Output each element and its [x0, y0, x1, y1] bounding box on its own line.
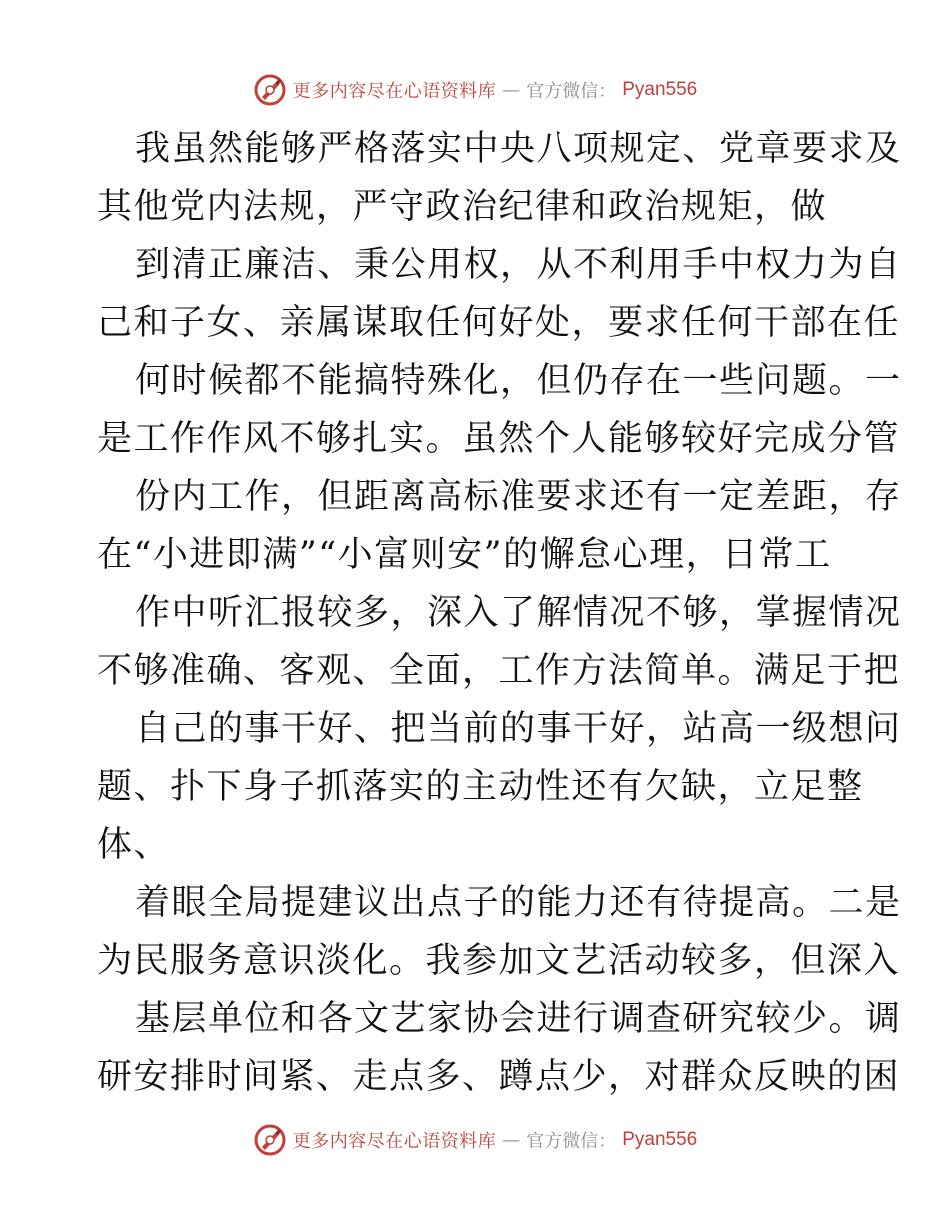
watermark-official-label: 官方微信： [526, 81, 617, 102]
text-line: 题、扑下身子抓落实的主动性还有欠缺，立足整 [97, 767, 864, 807]
text-line: 己和子女、亲属谋取任何好处，要求任何干部在任 [97, 303, 901, 343]
text-line: 到清正廉洁、秉公用权，从不利用手中权力为自 [135, 245, 902, 285]
text-line: 基层单位和各文艺家协会进行调查研究较少。调 [135, 999, 902, 1039]
text-line: 不够准确、客观、全面，工作方法简单。满足于把 [97, 651, 901, 691]
text-line: 在“小进即满”“小富则安”的懈怠心理，日常工 [97, 535, 832, 575]
document-body [97, 120, 902, 1106]
footer-watermark [0, 1120, 950, 1160]
header-watermark [0, 70, 950, 110]
text-line: 研安排时间紧、走点多、蹲点少，对群众反映的困 [97, 1057, 901, 1097]
watermark-wechat-id: Pyan556 [622, 79, 698, 100]
text-line: 其他党内法规，严守政治纪律和政治规矩，做 [97, 187, 828, 227]
watermark-separator: — [502, 79, 521, 101]
text-line: 我虽然能够严格落实中央八项规定、党章要求及 [135, 129, 902, 169]
text-line: 何时候都不能搞特殊化，但仍存在一些问题。一 [135, 361, 902, 401]
text-line: 份内工作，但距离高标准要求还有一定差距，存 [135, 477, 902, 517]
text-line: 为民服务意识淡化。我参加文艺活动较多，但深入 [97, 941, 901, 981]
watermark-wechat-id: Pyan556 [622, 1129, 698, 1150]
watermark-official-label: 官方微信： [526, 1131, 617, 1152]
text-line: 自己的事干好、把当前的事干好，站高一级想问 [135, 709, 902, 749]
brand-logo-icon [253, 1123, 287, 1157]
text-line: 着眼全局提建议出点子的能力还有待提高。二是 [135, 883, 902, 923]
brand-logo-icon [253, 73, 287, 107]
text-line: 作中听汇报较多，深入了解情况不够，掌握情况 [135, 593, 902, 633]
watermark-separator: — [502, 1129, 521, 1151]
watermark-brand: 更多内容尽在心语资料库 [292, 81, 497, 102]
watermark-brand: 更多内容尽在心语资料库 [292, 1131, 497, 1152]
text-line: 是工作作风不够扎实。虽然个人能够较好完成分管 [97, 419, 901, 459]
text-line: 体、 [97, 825, 171, 865]
